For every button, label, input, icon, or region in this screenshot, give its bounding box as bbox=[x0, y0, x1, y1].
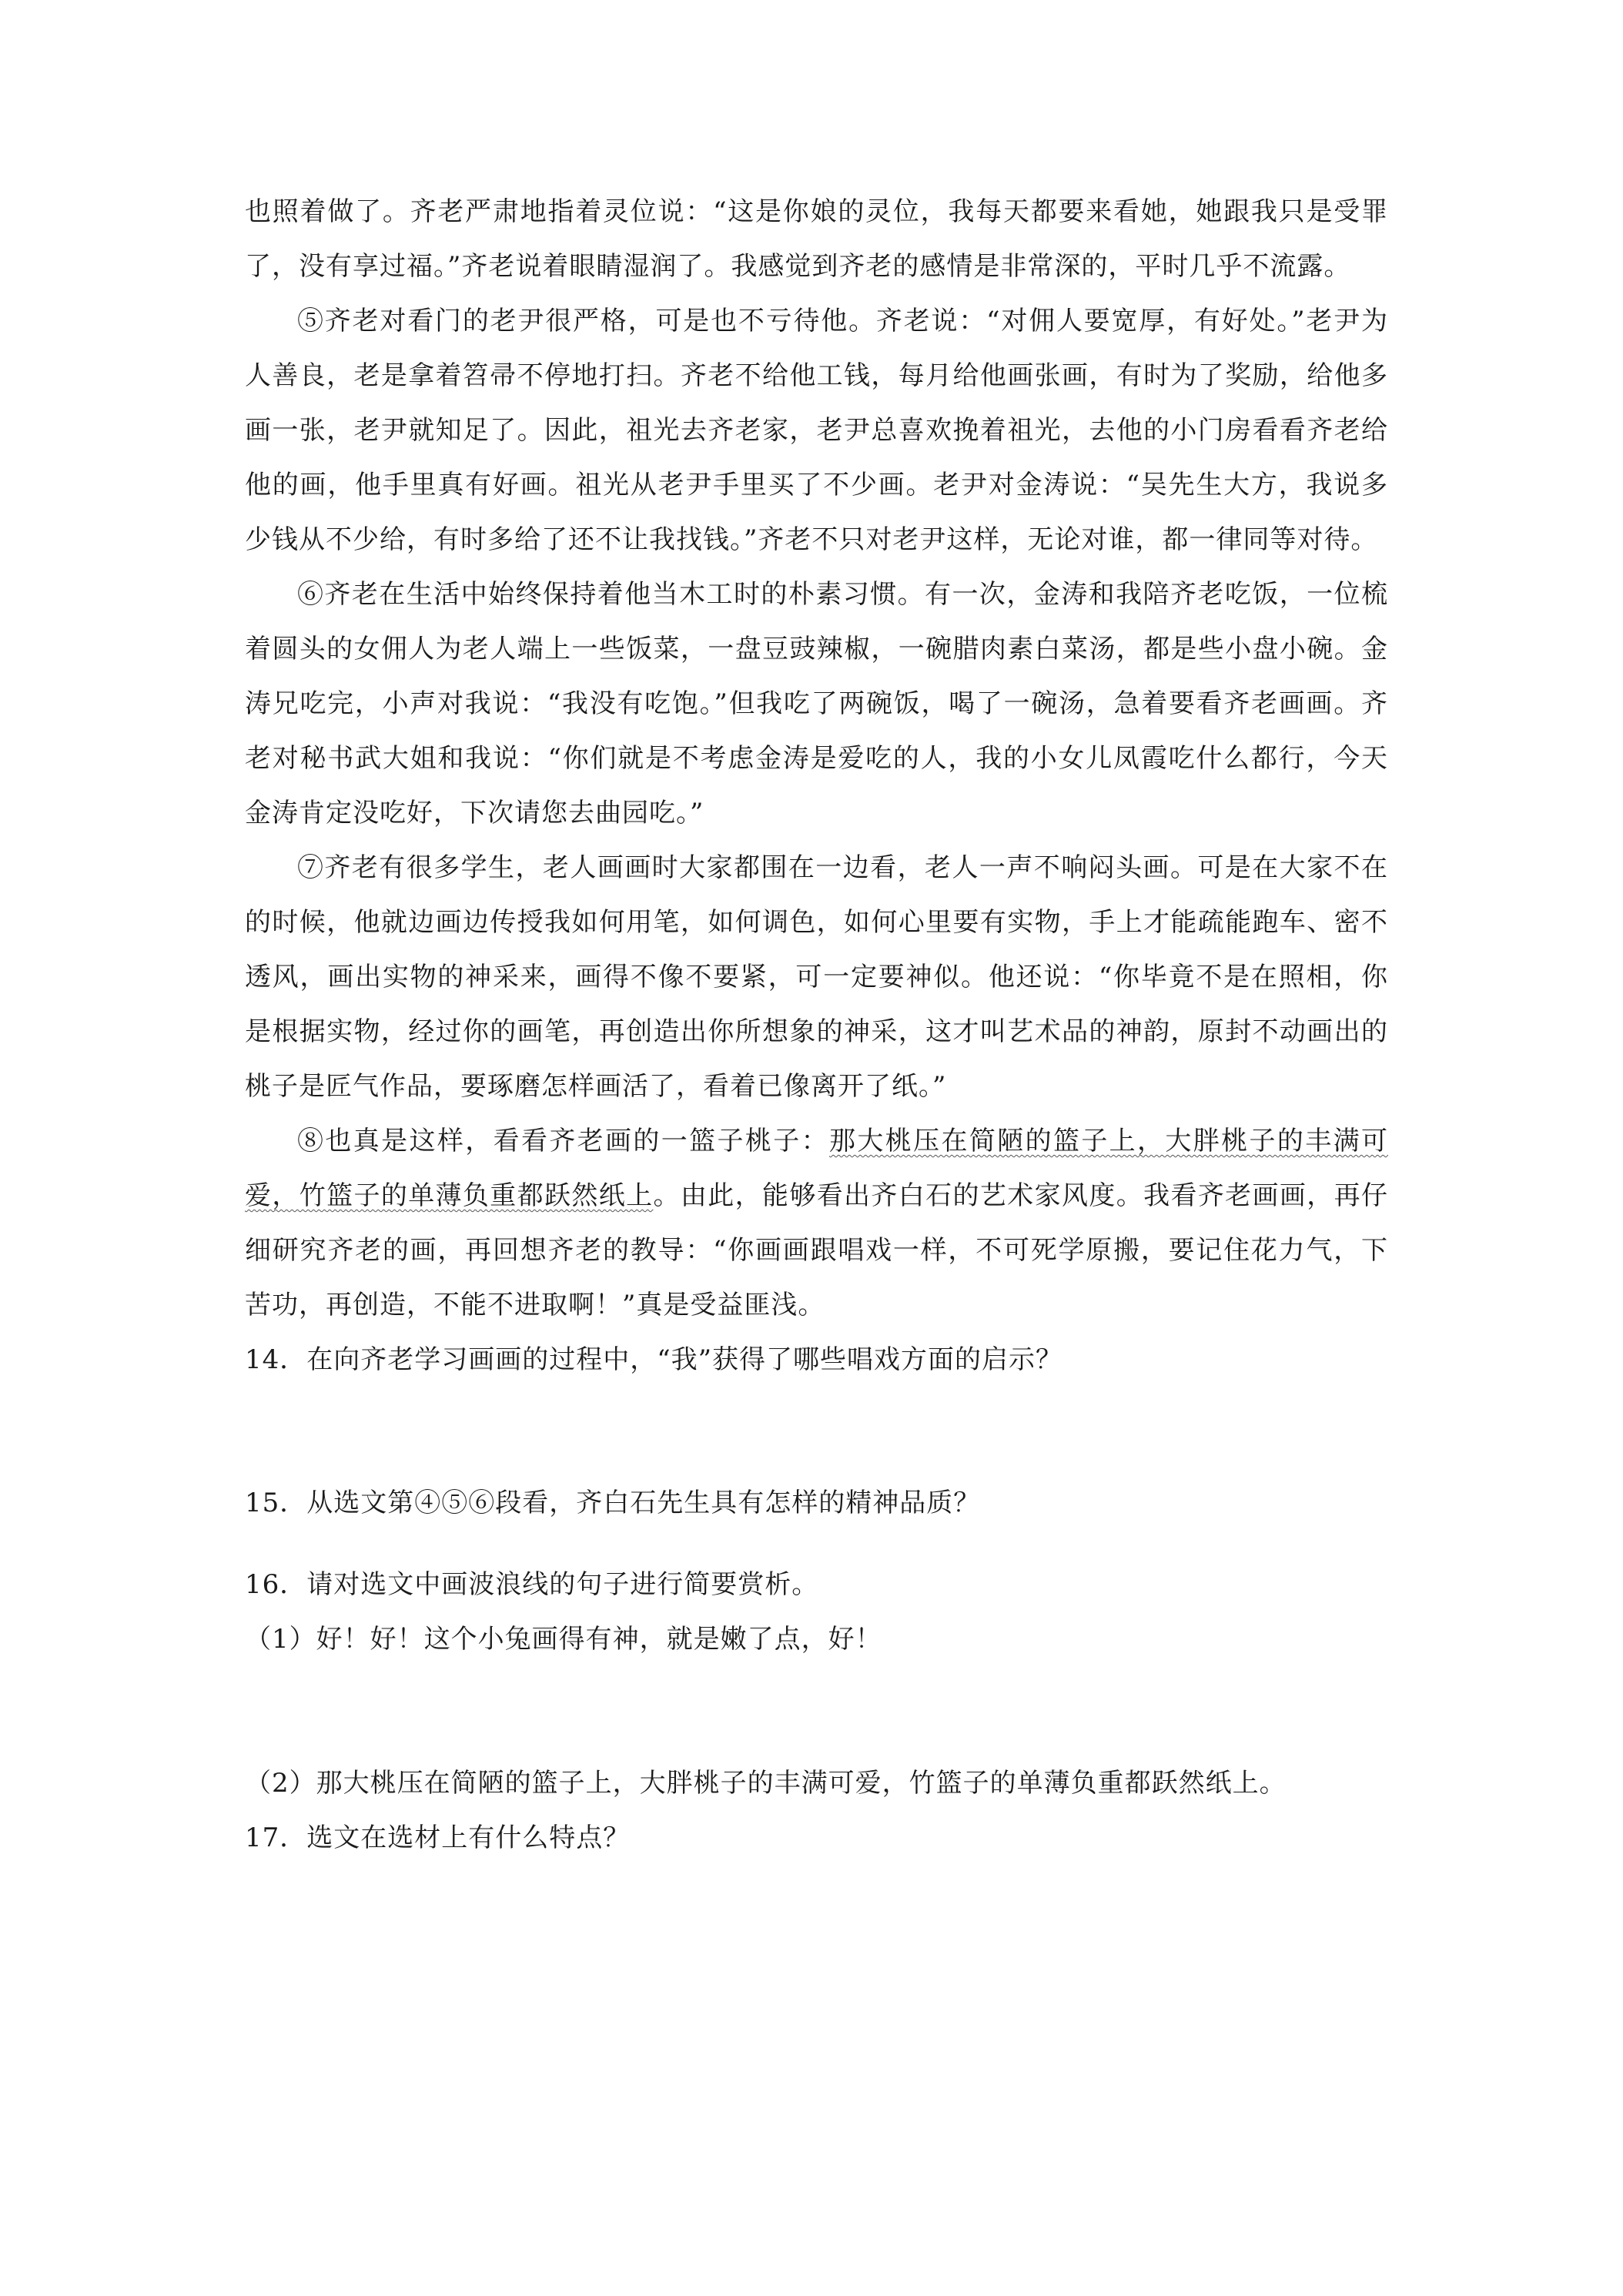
paragraph-4-tail: 也照着做了。齐老严肃地指着灵位说：“这是你娘的灵位，我每天都要来看她，她跟我只是受罪了，没有享过福。”齐老说着眼睛湿润了。我感觉到齐老的感情是非常深的，平时几乎不流露。 bbox=[245, 196, 1388, 282]
question-16-sub-2: （2）那大桃压在简陋的篮子上，大胖桃子的丰满可爱，竹篮子的单薄负重都跃然纸上。 bbox=[245, 1768, 1287, 1799]
paragraph-8 bbox=[245, 1114, 1388, 1333]
paragraph-6: ⑥齐老在生活中始终保持着他当木工时的朴素习惯。有一次，金涛和我陪齐老吃饭，一位梳着圆头的女佣人为老人端上一些饭菜，一盘豆豉辣椒，一碗腊肉素白菜汤，都是些小盘小碗。金涛兄吃完，小声对我说：“我没有吃饱。”但我吃了两碗饭，喝了一碗汤，急着要看齐老画画。齐老对秘书武大姐和我说：“你们就是不考虑金涛是爱吃的人，我的小女儿凤霞吃什么都行，今天金涛肯定没吃好，下次请您去曲园吃。” bbox=[245, 579, 1388, 828]
document-body bbox=[245, 185, 1388, 1866]
paragraph-5: ⑤齐老对看门的老尹很严格，可是也不亏待他。齐老说：“对佣人要宽厚，有好处。”老尹为人善良，老是拿着笤帚不停地打扫。齐老不给他工钱，每月给他画张画，有时为了奖励，给他多画一张，老尹就知足了。因此，祖光去齐老家，老尹总喜欢挽着祖光，去他的小门房看看齐老给他的画，他手里真有好画。祖光从老尹手里买了不少画。老尹对金涛说：“吴先生大方，我说多少钱从不少给，有时多给了还不让我找钱。”齐老不只对老尹这样，无论对谁，都一律同等对待。 bbox=[245, 306, 1388, 555]
wavy-underlined-sentence: 那大桃压在简陋的篮子上，大胖桃子的丰满可爱，竹篮子的单薄负重都跃然纸上 bbox=[245, 1126, 1388, 1211]
question-16-sub-1: （1）好！好！这个小兔画得有神，就是嫩了点，好！ bbox=[245, 1624, 882, 1655]
paragraph-8-lead: ⑧也真是这样，看看齐老画的一篮子桃子： bbox=[297, 1126, 829, 1156]
question-14: 14．在向齐老学习画画的过程中，“我”获得了哪些唱戏方面的启示？ bbox=[245, 1344, 1063, 1375]
paragraph-8-rest: 。由此，能够看出齐白石的艺术家风度。我看齐老画画，再仔细研究齐老的画，再回想齐老的教导：“你画画跟唱戏一样，不可死学原搬，要记住花力气，下苦功，再创造，不能不进取啊！”真是受益匪浅。 bbox=[245, 1180, 1389, 1320]
question-16: 16．请对选文中画波浪线的句子进行简要赏析。 bbox=[245, 1569, 819, 1600]
question-15: 15．从选文第④⑤⑥段看，齐白石先生具有怎样的精神品质？ bbox=[245, 1488, 981, 1518]
question-17: 17．选文在选材上有什么特点？ bbox=[245, 1822, 631, 1853]
paragraph-7: ⑦齐老有很多学生，老人画画时大家都围在一边看，老人一声不响闷头画。可是在大家不在的时候，他就边画边传授我如何用笔，如何调色，如何心里要有实物，手上才能疏能跑车、密不透风，画出实物的神采来，画得不像不要紧，可一定要神似。他还说：“你毕竟不是在照相，你是根据实物，经过你的画笔，再创造出你所想象的神采，这才叫艺术品的神韵，原封不动画出的桃子是匠气作品，要琢磨怎样画活了，看着已像离开了纸。” bbox=[245, 852, 1388, 1102]
